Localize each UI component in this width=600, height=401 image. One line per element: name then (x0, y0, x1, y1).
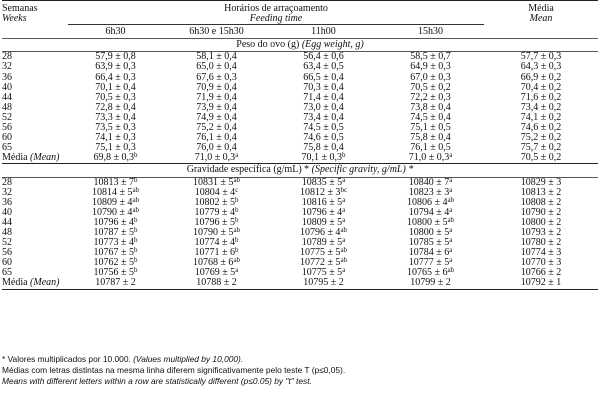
mean-row-label (2, 278, 68, 289)
significance-letter: ab (233, 256, 241, 265)
value-text: 10804 ± 4 (194, 186, 236, 198)
value-text: 10814 ± 5 (91, 186, 133, 198)
mean-row (2, 278, 598, 289)
value-text: 10813 ± 7 (93, 176, 134, 188)
value-text: 10809 ± 4 (91, 196, 133, 208)
value-text: 10756 ± 5 (93, 267, 134, 279)
row-mean-cell: 75,7 ± 0,2 (520, 142, 562, 154)
row-mean-cell: 74,6 ± 0,2 (520, 122, 562, 134)
significance-letter: ab (447, 266, 455, 275)
table-row (2, 73, 598, 83)
mean-label-en: (Mean) (30, 277, 60, 289)
row-mean-cell: 10790 ± 2 (520, 206, 562, 218)
value-text: 10790 ± 4 (91, 206, 133, 218)
value-text: 72,2 ± 0,3 (410, 91, 451, 103)
egg-weight-title-en: (Egg weight, g) (301, 39, 364, 51)
value-text: 76,1 ± 0,4 (196, 132, 237, 144)
feeding-time-header: Horários de arraçoamento (224, 3, 328, 14)
results-table (2, 0, 598, 290)
significance-letter: ab (447, 215, 455, 224)
value-text: 75,1 ± 0,5 (410, 122, 451, 134)
table-row (2, 62, 598, 72)
egg-weight-title-pt: Peso do ovo (g) (236, 39, 300, 51)
mean-label-en: (Mean) (30, 152, 60, 164)
value-text: 74,1 ± 0,3 (95, 132, 136, 144)
value-text: 57,9 ± 0,8 (95, 51, 136, 63)
value-text: 10775 ± 5 (301, 267, 343, 279)
significance-letter: ab (340, 256, 348, 265)
significance-letter: b (235, 236, 239, 245)
value-text: 10784 ± 6 (408, 247, 450, 259)
col-header-6h30-15h30: 6h30 e 15h30 (189, 26, 244, 38)
significance-letter: ab (132, 195, 140, 204)
row-mean-cell: 64,3 ± 0,3 (520, 61, 562, 73)
significance-letter: ab (340, 246, 348, 255)
significance-letter: bc (340, 185, 348, 194)
value-text: 74,5 ± 0,4 (410, 111, 451, 123)
value-text: 67,0 ± 0,3 (410, 71, 451, 83)
value-text: 71,0 ± 0,3 (408, 152, 450, 164)
week-cell: 60 (2, 257, 12, 269)
value-text: 69,8 ± 0,3 (93, 152, 134, 164)
value-text: 10769 ± 5 (194, 267, 236, 279)
row-mean-cell: 10770 ± 3 (520, 257, 562, 269)
footnote-3: Means with different letters within a row are statistically different (p≤0.05) by "t" test. (2, 376, 312, 387)
value-cell (68, 278, 163, 289)
value-text: 56,4 ± 0,6 (303, 51, 344, 63)
week-cell: 65 (2, 267, 12, 279)
significance-letter: a (342, 195, 346, 204)
week-cell: 48 (2, 101, 12, 113)
value-text: 10796 ± 4 (299, 226, 341, 238)
value-text: 10806 ± 4 (406, 196, 448, 208)
value-text: 73,8 ± 0,4 (410, 101, 451, 113)
table-footnotes (2, 354, 598, 388)
value-text: 75,8 ± 0,4 (303, 142, 344, 154)
value-text: 10762 ± 5 (93, 257, 134, 269)
week-cell: 32 (2, 61, 12, 73)
table-row (2, 93, 598, 103)
significance-letter: b (235, 215, 239, 224)
value-text: 73,5 ± 0,3 (95, 122, 136, 134)
value-cell (270, 153, 377, 164)
significance-letter: a (342, 205, 346, 214)
value-text: 10823 ± 3 (408, 186, 450, 198)
value-text: 10787 ± 5 (93, 226, 134, 238)
col-header-15h30: 15h30 (418, 26, 444, 38)
significance-letter: c (235, 185, 239, 194)
row-mean-cell: 70,4 ± 0,2 (520, 81, 562, 93)
footnote-1-pt: * Valores multiplicados por 10.000. (2, 354, 131, 364)
value-text: 58,5 ± 0,7 (410, 51, 451, 63)
significance-letter: a (449, 236, 453, 245)
week-cell: 56 (2, 122, 12, 134)
value-text: 70,9 ± 0,4 (196, 81, 237, 93)
specific-gravity-title-en: (Specific gravity, g/mL) * (311, 164, 414, 176)
value-text: 10796 ± 4 (93, 216, 134, 228)
value-text: 67,6 ± 0,3 (196, 71, 237, 83)
value-text: 10831 ± 5 (192, 176, 234, 188)
value-text: 10812 ± 3 (299, 186, 341, 198)
value-text: 10796 ± 5 (194, 216, 235, 228)
column-header-row (2, 25, 598, 39)
value-text: 10796 ± 4 (301, 206, 343, 218)
mean-header: Média (528, 3, 554, 14)
mean-header-en: Mean (529, 13, 553, 25)
value-cell (377, 153, 484, 164)
section-title-row (2, 164, 598, 177)
significance-letter: a (449, 256, 453, 265)
footnote-2: Médias com letras distintas na mesma linha diferem significativamente pelo teste T (p≤0,05). (2, 365, 346, 376)
row-mean-cell: 10800 ± 2 (520, 216, 562, 228)
footnote-1 (2, 354, 598, 365)
value-text: 75,1 ± 0,3 (95, 142, 136, 154)
value-text: 10775 ± 5 (299, 247, 341, 259)
week-cell: 36 (2, 71, 12, 83)
value-text: 58,1 ± 0,4 (196, 51, 237, 63)
table-row (2, 143, 598, 153)
value-text: 70,5 ± 0,3 (95, 91, 136, 103)
value-text: 63,9 ± 0,3 (95, 61, 136, 73)
significance-letter: b (134, 215, 138, 224)
value-text: 74,6 ± 0,5 (303, 132, 344, 144)
value-text: 73,9 ± 0,4 (196, 101, 237, 113)
significance-letter: a (449, 175, 453, 184)
value-text: 65,0 ± 0,4 (196, 61, 237, 73)
table-row (2, 52, 598, 63)
value-cell (377, 278, 484, 289)
value-text: 10840 ± 7 (408, 176, 450, 188)
row-mean-cell: 74,1 ± 0,2 (520, 111, 562, 123)
row-mean-cell: 10780 ± 2 (520, 237, 562, 249)
row-mean-cell: 10792 ± 1 (520, 277, 562, 289)
significance-letter: b (342, 151, 346, 160)
value-text: 70,1 ± 0,4 (95, 81, 136, 93)
week-cell: 65 (2, 142, 12, 154)
value-text: 63,4 ± 0,5 (303, 61, 344, 73)
week-cell: 40 (2, 206, 12, 218)
table-row (2, 83, 598, 93)
week-cell: 60 (2, 132, 12, 144)
value-text: 10788 ± 2 (196, 277, 237, 289)
significance-letter: a (235, 266, 239, 275)
significance-letter: ab (340, 225, 348, 234)
significance-letter: ab (132, 205, 140, 214)
significance-letter: ab (233, 175, 241, 184)
value-text: 10765 ± 6 (406, 267, 448, 279)
specific-gravity-title-pt: Gravidade específica (g/mL) * (186, 164, 310, 176)
value-text: 10816 ± 5 (301, 196, 343, 208)
significance-letter: b (134, 175, 138, 184)
value-text: 66,5 ± 0,4 (303, 71, 344, 83)
table-row (2, 208, 598, 218)
value-cell (163, 153, 270, 164)
significance-letter: a (342, 266, 346, 275)
header-row-2 (2, 14, 598, 25)
value-text: 70,3 ± 0,4 (303, 81, 344, 93)
footnote-1-en: (Values multiplied by 10,000). (133, 354, 244, 364)
value-text: 10787 ± 2 (95, 277, 136, 289)
table-row (2, 133, 598, 143)
row-mean-cell: 10766 ± 2 (520, 267, 562, 279)
value-text: 10799 ± 2 (410, 277, 451, 289)
week-cell: 28 (2, 176, 12, 188)
mean-row (2, 153, 598, 164)
value-text: 10772 ± 5 (299, 257, 341, 269)
significance-letter: a (449, 246, 453, 255)
value-text: 70,5 ± 0,2 (410, 81, 451, 93)
value-text: 71,4 ± 0,4 (303, 91, 344, 103)
value-text: 73,0 ± 0,4 (303, 101, 344, 113)
row-mean-cell: 10813 ± 2 (520, 186, 562, 198)
table-row (2, 113, 598, 123)
value-text: 71,9 ± 0,4 (196, 91, 237, 103)
significance-letter: b (134, 256, 138, 265)
col-header-6h30: 6h30 (105, 26, 126, 38)
value-text: 10785 ± 5 (408, 237, 450, 249)
row-mean-cell: 10808 ± 2 (520, 196, 562, 208)
value-cell (163, 278, 270, 289)
row-mean-cell: 10793 ± 2 (520, 226, 562, 238)
value-text: 75,8 ± 0,4 (410, 132, 451, 144)
row-mean-cell: 73,4 ± 0,2 (520, 101, 562, 113)
significance-letter: a (449, 225, 453, 234)
week-cell: 48 (2, 226, 12, 238)
value-text: 71,0 ± 0,3 (194, 152, 236, 164)
significance-letter: b (134, 266, 138, 275)
value-text: 10809 ± 5 (301, 216, 343, 228)
value-text: 76,0 ± 0,4 (196, 142, 237, 154)
weeks-header-en: Weeks (2, 13, 27, 25)
value-text: 76,1 ± 0,5 (410, 142, 451, 154)
value-text: 10794 ± 4 (408, 206, 450, 218)
value-text: 74,5 ± 0,5 (303, 122, 344, 134)
week-cell: 44 (2, 216, 12, 228)
significance-letter: b (134, 225, 138, 234)
significance-letter: b (235, 246, 239, 255)
weeks-header: Semanas (2, 3, 38, 14)
value-text: 10795 ± 2 (303, 277, 344, 289)
week-cell: 28 (2, 51, 12, 63)
significance-letter: a (449, 205, 453, 214)
significance-letter: ab (233, 225, 241, 234)
week-cell: 56 (2, 247, 12, 259)
row-mean-cell: 10829 ± 3 (520, 176, 562, 188)
col-header-11h00: 11h00 (311, 26, 336, 38)
value-text: 74,9 ± 0,4 (196, 111, 237, 123)
significance-letter: b (134, 236, 138, 245)
value-text: 10767 ± 5 (93, 247, 134, 259)
week-cell: 40 (2, 81, 12, 93)
table-row (2, 103, 598, 113)
egg-weight-section (2, 39, 598, 164)
header-row-1 (2, 1, 598, 15)
significance-letter: ab (447, 195, 455, 204)
value-text: 10790 ± 5 (192, 226, 234, 238)
value-text: 64,9 ± 0,3 (410, 61, 451, 73)
table-row (2, 258, 598, 268)
significance-letter: b (235, 205, 239, 214)
significance-letter: a (449, 151, 453, 160)
row-mean-cell: 71,6 ± 0,2 (520, 91, 562, 103)
significance-letter: ab (132, 185, 140, 194)
value-text: 73,3 ± 0,4 (95, 111, 136, 123)
row-mean-cell: 66,9 ± 0,2 (520, 71, 562, 83)
significance-letter: b (134, 151, 138, 160)
value-text: 10789 ± 5 (301, 237, 343, 249)
significance-letter: a (342, 236, 346, 245)
significance-letter: a (449, 185, 453, 194)
value-text: 10774 ± 4 (194, 237, 235, 249)
value-text: 10800 ± 5 (406, 216, 448, 228)
value-cell (270, 278, 377, 289)
week-cell: 36 (2, 196, 12, 208)
mean-label-pt: Média (2, 277, 28, 289)
value-text: 10835 ± 5 (301, 176, 343, 188)
significance-letter: a (235, 151, 239, 160)
week-cell: 52 (2, 111, 12, 123)
value-text: 10779 ± 4 (194, 206, 235, 218)
table-row (2, 268, 598, 278)
section-title-row (2, 39, 598, 52)
value-text: 10773 ± 4 (93, 237, 134, 249)
value-text: 10771 ± 6 (194, 247, 235, 259)
week-cell: 52 (2, 237, 12, 249)
row-mean-cell: 57,7 ± 0,3 (520, 51, 562, 63)
value-text: 10800 ± 5 (408, 226, 450, 238)
specific-gravity-title (2, 164, 598, 177)
value-cell (68, 153, 163, 164)
week-cell: 44 (2, 91, 12, 103)
value-text: 10802 ± 5 (194, 196, 235, 208)
table-row (2, 123, 598, 133)
value-text: 75,2 ± 0,4 (196, 122, 237, 134)
mean-row-label (2, 153, 68, 164)
value-text: 66,4 ± 0,3 (95, 71, 136, 83)
row-mean-cell: 75,2 ± 0,2 (520, 132, 562, 144)
table-row (2, 228, 598, 238)
row-mean-cell: 70,5 ± 0,2 (520, 152, 562, 164)
value-text: 10777 ± 5 (408, 257, 450, 269)
week-cell: 32 (2, 186, 12, 198)
egg-weight-title (2, 39, 598, 52)
value-text: 10768 ± 6 (192, 257, 234, 269)
value-text: 73,4 ± 0,4 (303, 111, 344, 123)
mean-label-pt: Média (2, 152, 28, 164)
significance-letter: b (134, 246, 138, 255)
significance-letter: b (235, 195, 239, 204)
feeding-time-header-en: Feeding time (68, 14, 484, 25)
significance-letter: a (342, 215, 346, 224)
value-text: 70,1 ± 0,3 (301, 152, 342, 164)
significance-letter: a (342, 175, 346, 184)
value-text: 72,8 ± 0,4 (95, 101, 136, 113)
row-mean-cell: 10774 ± 3 (520, 247, 562, 259)
specific-gravity-section (2, 164, 598, 289)
